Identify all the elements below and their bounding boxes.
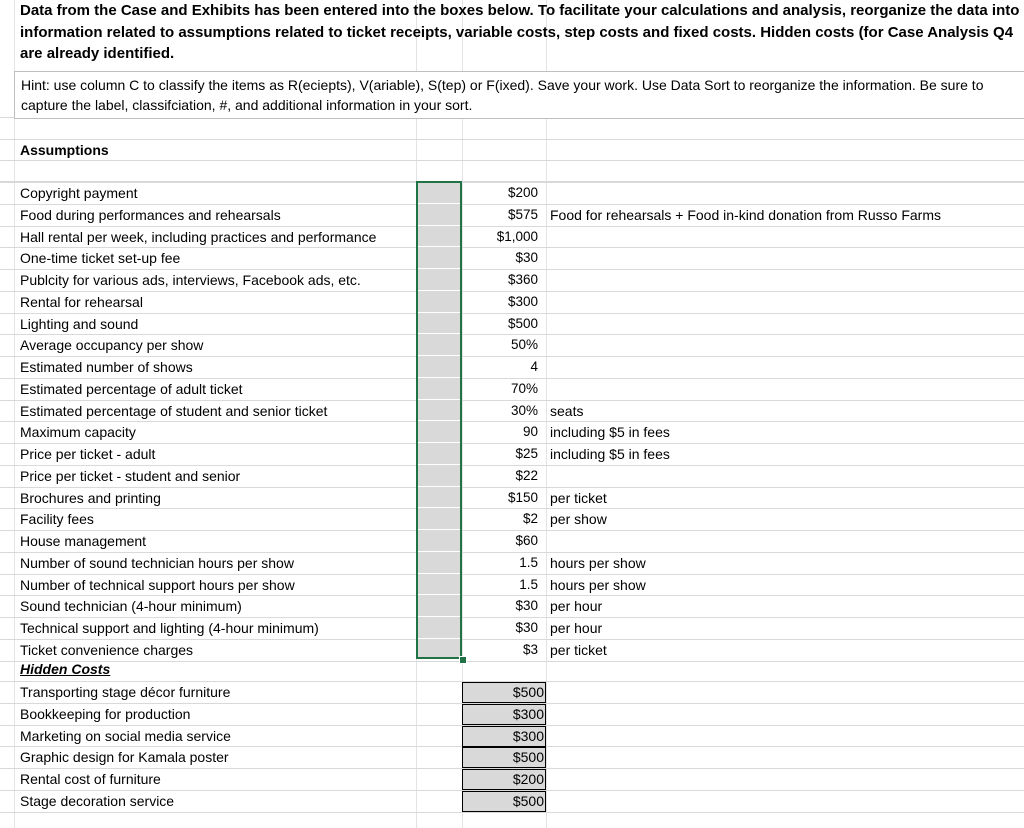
row-note[interactable]: hours per show xyxy=(550,576,646,593)
cell-separator xyxy=(418,638,460,639)
cell-separator xyxy=(418,573,460,574)
row-value[interactable]: $500 xyxy=(507,315,538,331)
cell-separator xyxy=(418,377,460,378)
row-line xyxy=(0,160,1024,161)
hidden-row-value: $500 xyxy=(512,792,544,809)
row-value[interactable]: 1.5 xyxy=(519,554,538,570)
row-value[interactable]: $575 xyxy=(507,206,538,222)
row-label[interactable]: Estimated percentage of student and senior ticket xyxy=(20,402,328,419)
row-label[interactable]: Estimated percentage of adult ticket xyxy=(20,380,243,397)
row-label[interactable]: Price per ticket - adult xyxy=(20,446,156,462)
instructions-title: Data from the Case and Exhibits has been entered into the boxes below. To facilitate your calculations and analysis, reorganize the data into information related to assumptions related to ticket receipts, variable costs, step costs and fixed costs. Hidden costs (for Case Analysis Q4 are already identified. xyxy=(20,2,1020,62)
row-value[interactable]: $360 xyxy=(507,272,538,287)
row-label[interactable]: Facility fees xyxy=(20,511,94,528)
hidden-row-value: $200 xyxy=(512,771,544,787)
row-value[interactable]: 50% xyxy=(510,337,538,353)
row-value[interactable]: 90 xyxy=(522,424,538,440)
row-label[interactable]: Brochures and printing xyxy=(20,489,161,506)
cell-separator xyxy=(418,203,460,204)
row-line xyxy=(0,661,1024,662)
cell-separator xyxy=(418,616,460,617)
row-note[interactable]: per hour xyxy=(550,598,603,615)
row-line xyxy=(0,139,1024,140)
row-label[interactable]: Ticket convenience charges xyxy=(20,641,194,658)
row-value[interactable]: $300 xyxy=(507,293,538,309)
hidden-row-label[interactable]: Stage decoration service xyxy=(20,792,175,809)
row-note[interactable]: seats xyxy=(550,402,584,419)
cell-separator xyxy=(418,246,460,247)
row-value[interactable]: 30% xyxy=(510,402,538,418)
row-note[interactable]: per ticket xyxy=(550,641,607,658)
row-note[interactable]: hours per show xyxy=(550,554,646,571)
row-label[interactable]: Maximum capacity xyxy=(20,424,136,441)
row-value[interactable]: 1.5 xyxy=(519,576,538,592)
row-label[interactable]: Number of technical support hours per show xyxy=(20,576,295,593)
row-label[interactable]: Hall rental per week, including practices and performance xyxy=(20,228,377,245)
row-value[interactable]: $30 xyxy=(515,250,538,266)
row-label[interactable]: Publcity for various ads, interviews, Facebook ads, etc. xyxy=(20,272,361,288)
row-label[interactable]: Price per ticket - student and senior xyxy=(20,467,241,484)
row-label[interactable]: Average occupancy per show xyxy=(20,337,204,354)
row-note[interactable]: per ticket xyxy=(550,489,607,506)
hidden-row-label[interactable]: Bookkeeping for production xyxy=(20,705,191,722)
row-value[interactable]: $150 xyxy=(507,489,538,505)
row-label[interactable]: Estimated number of shows xyxy=(20,359,193,375)
row-label[interactable]: Lighting and sound xyxy=(20,315,139,332)
row-label[interactable]: Rental for rehearsal xyxy=(20,293,143,310)
row-value[interactable]: $2 xyxy=(522,511,538,527)
cell-separator xyxy=(418,420,460,421)
assumptions-heading: Assumptions xyxy=(20,142,109,158)
cell-separator xyxy=(418,486,460,487)
cell-separator xyxy=(418,290,460,291)
cell-separator xyxy=(418,355,460,356)
row-label[interactable]: House management xyxy=(20,533,147,549)
cell-separator xyxy=(418,529,460,530)
cell-separator xyxy=(418,399,460,400)
row-value[interactable]: $30 xyxy=(515,598,538,614)
cell-separator xyxy=(418,442,460,443)
row-note[interactable]: per hour xyxy=(550,620,603,636)
row-note[interactable]: including $5 in fees xyxy=(550,446,670,462)
cell-separator xyxy=(418,268,460,269)
hidden-row-value: $300 xyxy=(512,727,544,744)
hidden-row-label[interactable]: Rental cost of furniture xyxy=(20,771,161,787)
classification-column[interactable] xyxy=(416,181,462,659)
hidden-row-value: $500 xyxy=(512,749,544,766)
row-label[interactable]: Technical support and lighting (4-hour minimum) xyxy=(20,620,319,636)
cell-separator xyxy=(418,312,460,313)
hidden-row-label[interactable]: Marketing on social media service xyxy=(20,727,231,744)
hidden-row-label[interactable]: Transporting stage décor furniture xyxy=(20,684,231,700)
row-value[interactable]: 70% xyxy=(510,380,538,396)
cell-separator xyxy=(418,594,460,595)
cell-separator xyxy=(418,464,460,465)
row-line xyxy=(0,812,1024,813)
row-label[interactable]: Number of sound technician hours per show xyxy=(20,554,294,571)
row-value[interactable]: $3 xyxy=(522,641,538,657)
row-value[interactable]: $1,000 xyxy=(496,228,538,244)
cell-separator xyxy=(418,225,460,226)
row-value[interactable]: $30 xyxy=(515,620,538,635)
row-label[interactable]: Copyright payment xyxy=(20,185,138,201)
hint-text: Hint: use column C to classify the items as R(eciepts), V(ariable), S(tep) or F(ixed). Save your work. Use Data Sort to reorganize the information. Be sure to capture the label, classifciation, #, and additional information in your sort. xyxy=(21,77,984,113)
row-note[interactable]: Food for rehearsals + Food in-kind donation from Russo Farms xyxy=(550,206,942,223)
row-value[interactable]: 4 xyxy=(530,359,538,374)
hidden-costs-heading: Hidden Costs xyxy=(20,661,111,677)
row-label[interactable]: Food during performances and rehearsals xyxy=(20,206,281,223)
row-label[interactable]: Sound technician (4-hour minimum) xyxy=(20,598,242,615)
cell-separator xyxy=(418,551,460,552)
row-label[interactable]: One-time ticket set-up fee xyxy=(20,250,181,267)
row-value[interactable]: $25 xyxy=(515,446,538,461)
row-value[interactable]: $60 xyxy=(515,533,538,548)
hidden-row-value: $300 xyxy=(512,705,544,722)
row-note[interactable]: including $5 in fees xyxy=(550,424,670,441)
row-value[interactable]: $22 xyxy=(515,467,538,483)
cell-separator xyxy=(418,333,460,334)
hidden-row-label[interactable]: Graphic design for Kamala poster xyxy=(20,749,229,766)
fill-handle[interactable] xyxy=(459,656,467,664)
row-value[interactable]: $200 xyxy=(507,185,538,200)
cell-separator xyxy=(418,507,460,508)
row-note[interactable]: per show xyxy=(550,511,607,528)
hidden-row-value: $500 xyxy=(512,684,544,700)
